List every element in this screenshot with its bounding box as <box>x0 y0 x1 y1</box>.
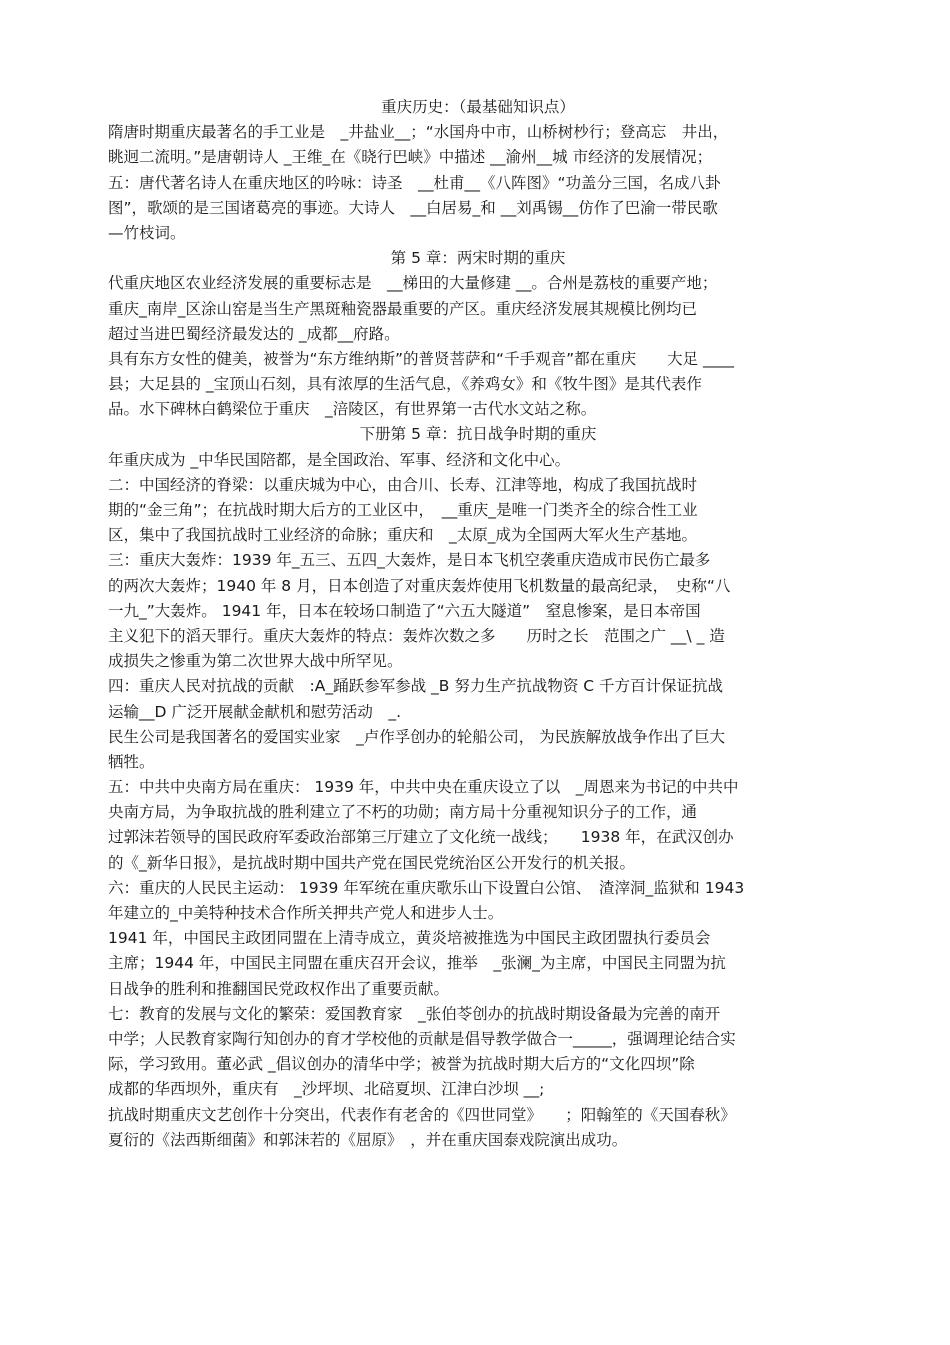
text-line: 五：唐代著名诗人在重庆地区的吟咏：诗圣 __杜甫__《八阵图》“功盖分三国，名成八卦 <box>108 173 721 192</box>
text-line: 隋唐时期重庆最著名的手工业是 _井盐业__；“水国舟中市，山桥树杪行；登高忘 井出， <box>108 123 729 142</box>
text-line: 五：中共中央南方局在重庆： 1939 年，中共中央在重庆设立了以 _周恩来为书记的中共中 <box>108 778 739 797</box>
text-line: 三：重庆大轰炸：1939 年_五三、五四_大轰炸，是日本飞机空袭重庆造成市民伤亡最多 <box>108 551 711 570</box>
text-line: 的两次大轰炸；1940 年 8 月，日本创造了对重庆轰炸使用飞机数量的最高纪录， 史称“八 <box>108 576 731 595</box>
text-line: 日战争的胜利和推翻国民党政权作出了重要贡献。 <box>108 979 450 998</box>
text-line: 际，学习致用。董必武 _倡议创办的清华中学；被誉为抗战时期大后方的“文化四坝”除 <box>108 1055 695 1074</box>
text-line: 主席；1944 年，中国民主同盟在重庆召开会议，推举 _张澜_为主席，中国民主同盟为抗 <box>108 954 726 973</box>
text-line: 牺牲。 <box>108 752 155 771</box>
text-line: 主义犯下的滔天罪行。重庆大轰炸的特点：轰炸次数之多 历时之长 范围之广 __\ _ 造 <box>108 626 725 645</box>
text-line: 县；大足县的 _宝顶山石刻，具有浓厚的生活气息，《养鸡女》和《牧牛图》是其代表作 <box>108 375 702 394</box>
text-line: 品。水下碑林白鹤梁位于重庆 _涪陵区，有世界第一古代水文站之称。 <box>108 400 597 419</box>
text-line: 抗战时期重庆文艺创作十分突出，代表作有老舍的《四世同堂》 ；阳翰笙的《天国春秋》 <box>108 1105 736 1124</box>
text-line: 四：重庆人民对抗战的贡献 :A_踊跃参军参战 _B 努力生产抗战物资 C 千方百计保证抗战 <box>108 677 723 696</box>
text-line: 成损失之惨重为第二次世界大战中所罕见。 <box>108 652 403 671</box>
text-line: 民生公司是我国著名的爱国实业家 _卢作孚创办的轮船公司， 为民族解放战争作出了巨大 <box>108 727 726 746</box>
text-line: 年建立的_中美特种技术合作所关押共产党人和进步人士。 <box>108 904 504 922</box>
text-line: 期的“金三角”；在抗战时期大后方的工业区中， __重庆_是唯一门类齐全的综合性工业 <box>108 501 698 519</box>
section-heading: 下册第 5 章：抗日战争时期的重庆 <box>359 425 597 444</box>
section-heading: 第 5 章：两宋时期的重庆 <box>390 249 566 268</box>
text-line: 区，集中了我国抗战时工业经济的命脉；重庆和 _太原_成为全国两大军火生产基地。 <box>108 526 698 545</box>
text-line: 图”，歌颂的是三国诸葛亮的事迹。大诗人 __白居易_和 __刘禹锡__仿作了巴渝一带民歌 <box>108 198 718 217</box>
text-line: 具有东方女性的健美，被誉为“东方维纳斯”的普贤菩萨和“千手观音”都在重庆 大足 ____ <box>108 349 735 368</box>
text-line: 重庆_南岸_区涂山窑是当生产黑斑釉瓷器最重要的产区。重庆经济发展其规模比例均已 <box>108 299 698 318</box>
text-line: —竹枝词。 <box>108 223 186 242</box>
text-line: 二：中国经济的脊梁：以重庆城为中心，由合川、长寿、江津等地，构成了我国抗战时 <box>108 475 698 494</box>
text-line: 央南方局，为争取抗战的胜利建立了不朽的功勋；南方局十分重视知识分子的工作，通 <box>108 803 698 822</box>
text-line: 中学；人民教育家陶行知创办的育才学校他的贡献是倡导教学做合一_____，强调理论结合实 <box>108 1029 736 1048</box>
document-page <box>108 95 848 1153</box>
text-line: 的《_新华日报》，是抗战时期中国共产党在国民党统治区公开发行的机关报。 <box>108 853 636 872</box>
text-line: 代重庆地区农业经济发展的重要标志是 __梯田的大量修建 __。合州是荔枝的重要产地； <box>108 274 718 293</box>
text-line: 年重庆成为 _中华民国陪都，是全国政治、军事、经济和文化中心。 <box>108 450 571 469</box>
text-line: 运输__D 广泛开展献金献机和慰劳活动 _. <box>108 702 402 721</box>
text-line: 七：教育的发展与文化的繁荣：爱国教育家 _张伯苓创办的抗战时期设备最为完善的南开 <box>108 1004 721 1023</box>
text-line: 夏衍的《法西斯细菌》和郭沫若的《屈原》 ，并在重庆国泰戏院演出成功。 <box>108 1130 628 1149</box>
text-line: 一九_”大轰炸。 1941 年，日本在较场口制造了“六五大隧道” 窒息惨案，是日本帝国 <box>108 601 701 620</box>
text-line: 超过当进巴蜀经济最发达的 _成都__府路。 <box>108 324 400 343</box>
text-line: 眺迥二流明。”是唐朝诗人 _王维_在《晓行巴峡》中描述 __渝州__城 市经济的发展情况； <box>108 148 713 167</box>
document-body <box>108 120 848 1153</box>
text-line: 1941 年，中国民主政团同盟在上清寺成立，黄炎培被推选为中国民主政团盟执行委员会 <box>108 929 711 948</box>
document-title: 重庆历史：（最基础知识点） <box>381 98 575 116</box>
text-line: 成都的华西坝外，重庆有 _沙坪坝、北碚夏坝、江津白沙坝 __; <box>108 1080 545 1099</box>
text-line: 六：重庆的人民民主运动： 1939 年军统在重庆歌乐山下设置白公馆、 渣滓洞_监狱和 1943 <box>108 878 745 897</box>
text-line: 过郭沫若领导的国民政府军委政治部第三厅建立了文化统一战线； 1938 年，在武汉创办 <box>108 828 734 847</box>
